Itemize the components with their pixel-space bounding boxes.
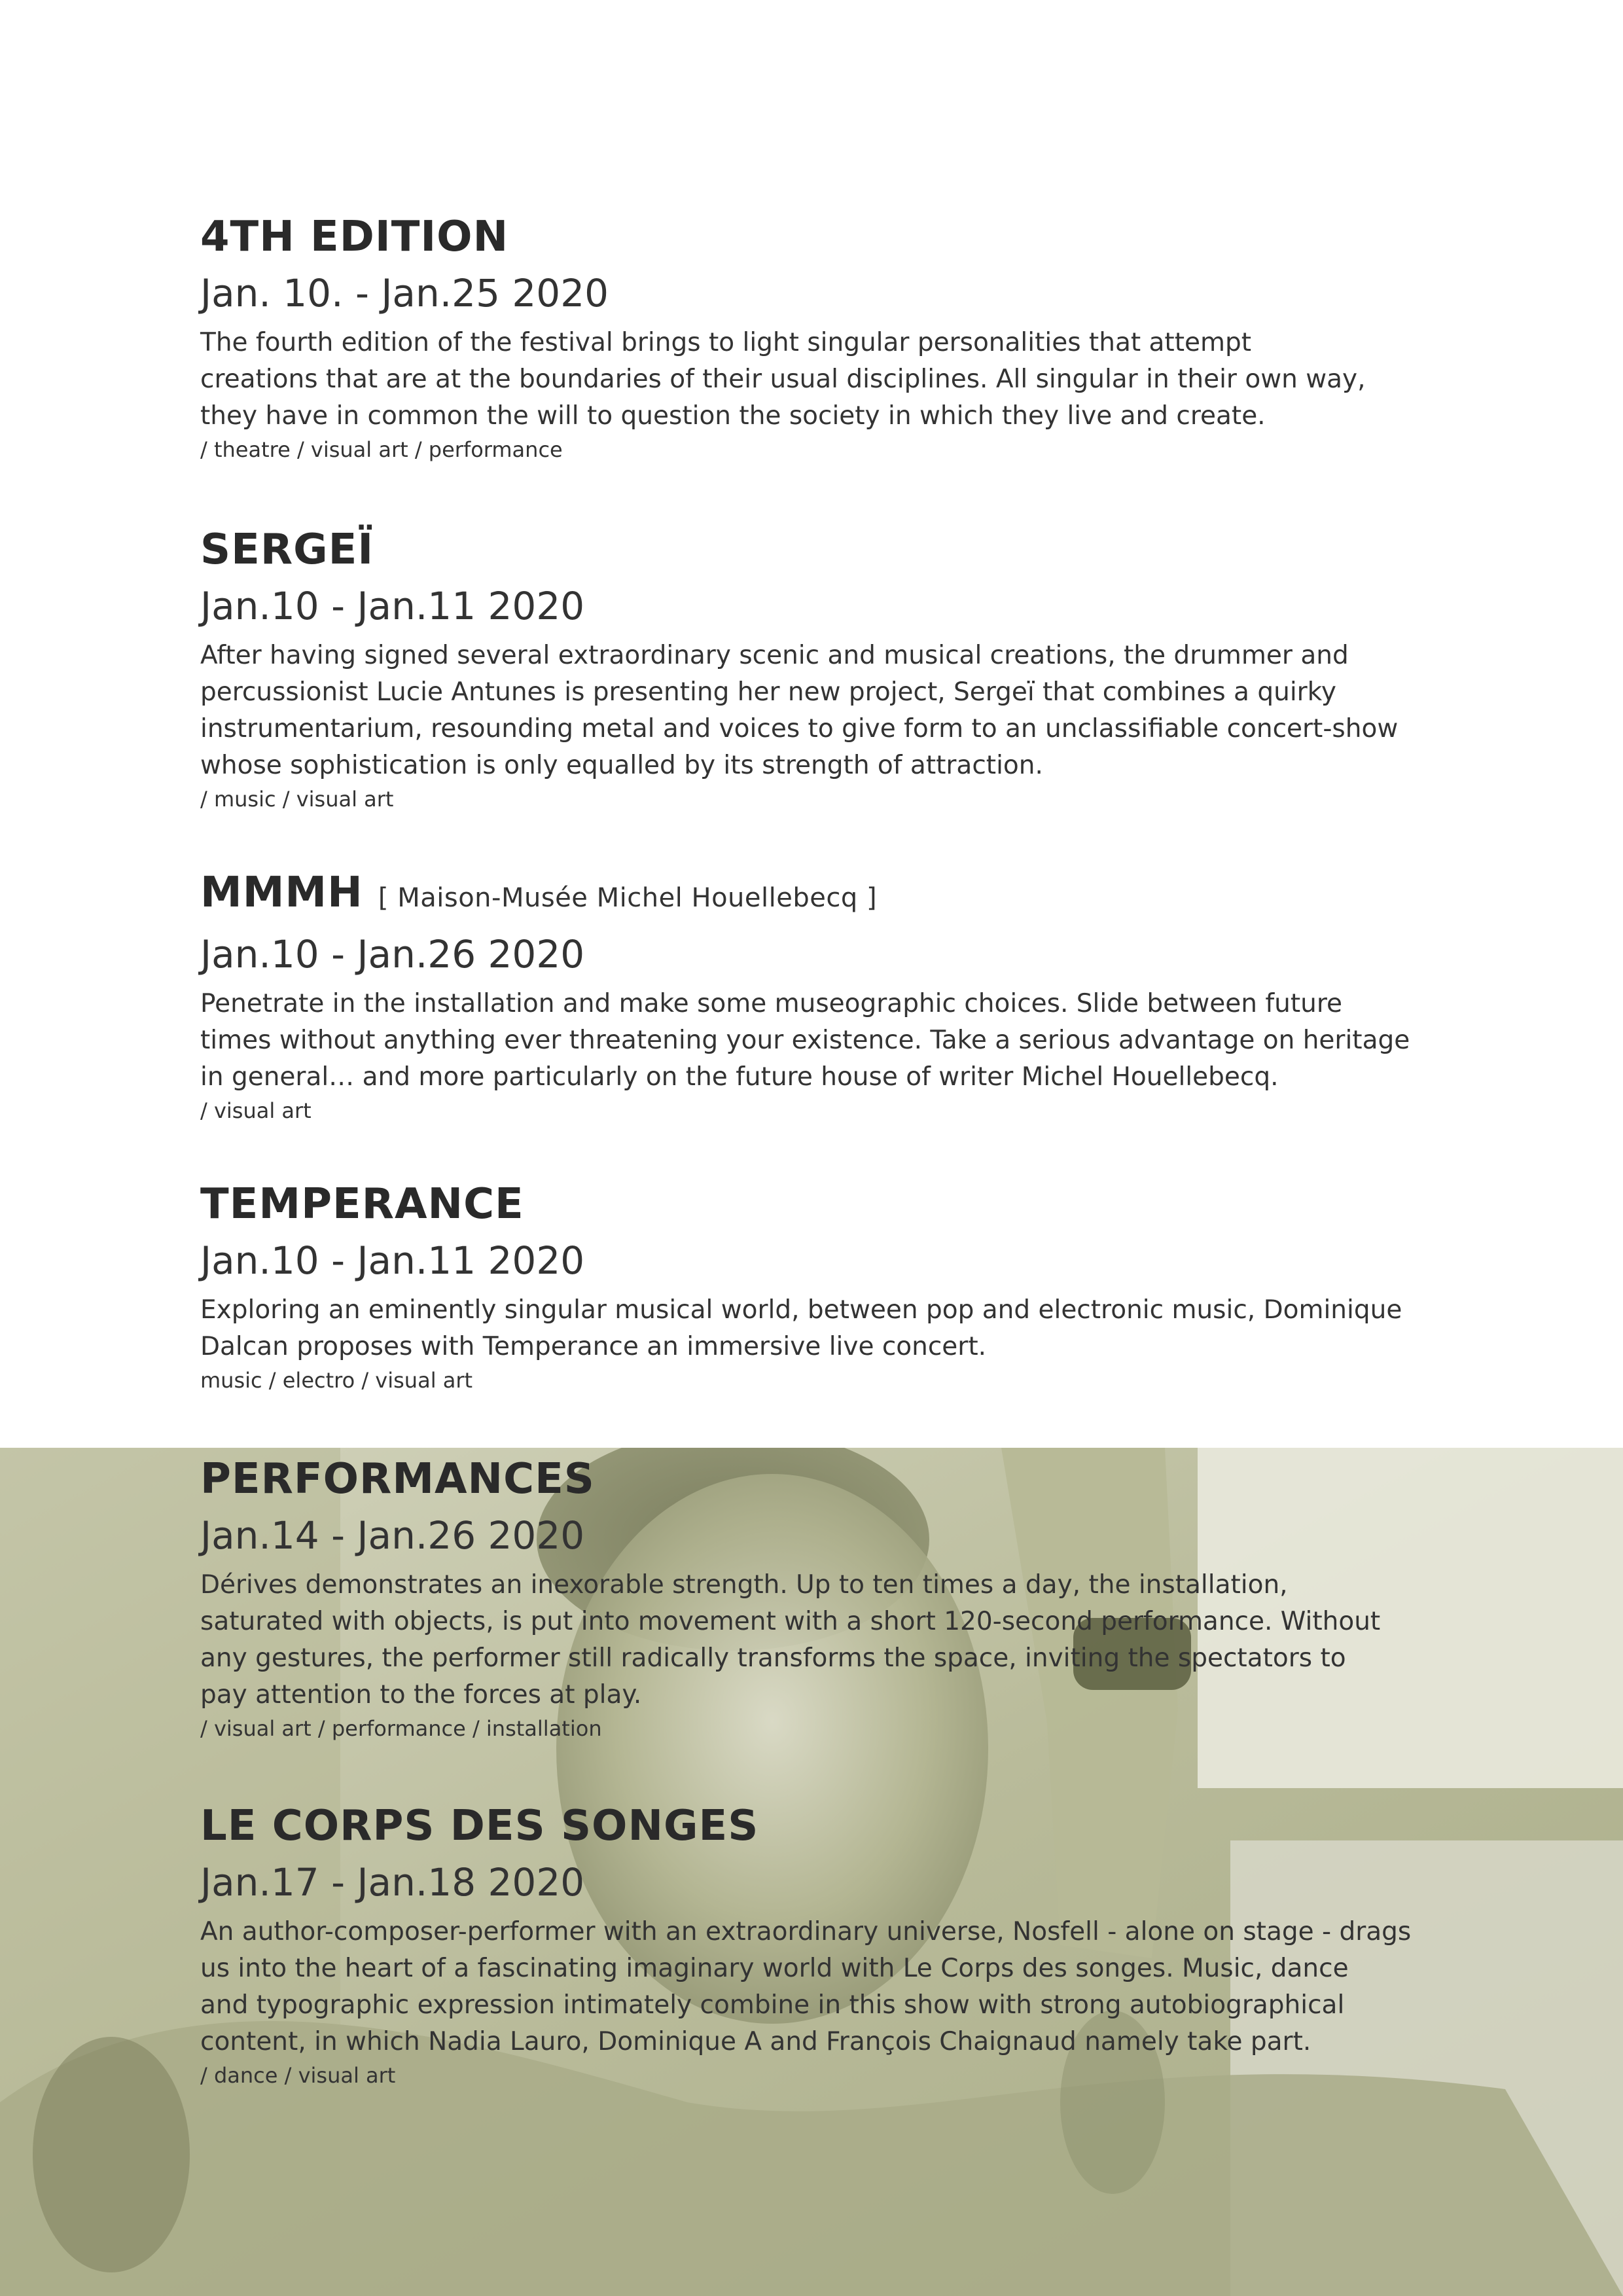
event-title bbox=[200, 865, 1431, 925]
event-description bbox=[200, 986, 1431, 1096]
description-line: and typographic expression intimately combine in this show with strong autobiographical bbox=[200, 1990, 1345, 2020]
event-performances bbox=[200, 1452, 1431, 1744]
event-4th-edition bbox=[200, 209, 1431, 465]
event-dates: Jan.10 - Jan.26 2020 bbox=[200, 932, 585, 977]
description-line: percussionist Lucie Antunes is presenting her new project, Sergeï that combines a quirky bbox=[200, 677, 1336, 707]
description-line: us into the heart of a fascinating imaginary world with Le Corps des songes. Music, dance bbox=[200, 1954, 1349, 1983]
description-line: creations that are at the boundaries of their usual disciplines. All singular in their own way, bbox=[200, 365, 1366, 394]
description-line: content, in which Nadia Lauro, Dominique A and François Chaignaud namely take part. bbox=[200, 2027, 1311, 2056]
description-line: whose sophistication is only equalled by its strength of attraction. bbox=[200, 751, 1043, 780]
event-le-corps-des-songes bbox=[200, 1799, 1431, 2090]
event-title: TEMPERANCE bbox=[200, 1180, 524, 1229]
description-line: An author-composer-performer with an extraordinary universe, Nosfell - alone on stage - drags bbox=[200, 1917, 1412, 1946]
description-line: Dalcan proposes with Temperance an immersive live concert. bbox=[200, 1332, 987, 1361]
event-title: PERFORMANCES bbox=[200, 1455, 595, 1503]
event-subtitle: [ Maison-Musée Michel Houellebecq ] bbox=[378, 883, 878, 913]
event-tags: / visual art bbox=[200, 1098, 312, 1123]
event-dates: Jan.10 - Jan.11 2020 bbox=[200, 1238, 585, 1283]
event-sergei bbox=[200, 522, 1431, 814]
description-line: saturated with objects, is put into movement with a short 120-second performance. Without bbox=[200, 1607, 1381, 1636]
event-tags: / visual art / performance / installation bbox=[200, 1716, 602, 1741]
event-description bbox=[200, 1292, 1431, 1365]
event-description bbox=[200, 1567, 1431, 1713]
description-line: The fourth edition of the festival brings to light singular personalities that attempt bbox=[200, 328, 1252, 357]
description-line: Exploring an eminently singular musical world, between pop and electronic music, Dominique bbox=[200, 1295, 1402, 1325]
event-temperance bbox=[200, 1177, 1431, 1395]
description-line: in general… and more particularly on the future house of writer Michel Houellebecq. bbox=[200, 1062, 1279, 1092]
event-description bbox=[200, 1914, 1431, 2060]
event-dates: Jan.10 - Jan.11 2020 bbox=[200, 584, 585, 628]
event-tags: / dance / visual art bbox=[200, 2063, 396, 2088]
event-tags: music / electro / visual art bbox=[200, 1368, 473, 1393]
event-title: 4TH EDITION bbox=[200, 213, 509, 261]
event-description bbox=[200, 637, 1431, 784]
description-line: After having signed several extraordinary scenic and musical creations, the drummer and bbox=[200, 641, 1349, 670]
description-line: they have in common the will to question the society in which they live and create. bbox=[200, 401, 1266, 431]
event-tags: / theatre / visual art / performance bbox=[200, 437, 563, 462]
event-dates: Jan. 10. - Jan.25 2020 bbox=[200, 271, 609, 315]
event-mmmh bbox=[200, 865, 1431, 1126]
event-description bbox=[200, 325, 1431, 435]
event-title-text: MMMH bbox=[200, 869, 363, 917]
description-line: Dérives demonstrates an inexorable strength. Up to ten times a day, the installation, bbox=[200, 1570, 1288, 1600]
event-title: SERGEÏ bbox=[200, 526, 374, 574]
description-line: pay attention to the forces at play. bbox=[200, 1680, 642, 1710]
description-line: any gestures, the performer still radically transforms the space, inviting the spectators to bbox=[200, 1643, 1346, 1673]
description-line: Penetrate in the installation and make some museographic choices. Slide between future bbox=[200, 989, 1343, 1018]
event-tags: / music / visual art bbox=[200, 787, 394, 812]
description-line: times without anything ever threatening your existence. Take a serious advantage on heritage bbox=[200, 1026, 1410, 1055]
event-title: LE CORPS DES SONGES bbox=[200, 1802, 759, 1850]
description-line: instrumentarium, resounding metal and voices to give form to an unclassifiable concert-show bbox=[200, 714, 1399, 744]
event-dates: Jan.17 - Jan.18 2020 bbox=[200, 1860, 585, 1905]
event-dates: Jan.14 - Jan.26 2020 bbox=[200, 1513, 585, 1558]
